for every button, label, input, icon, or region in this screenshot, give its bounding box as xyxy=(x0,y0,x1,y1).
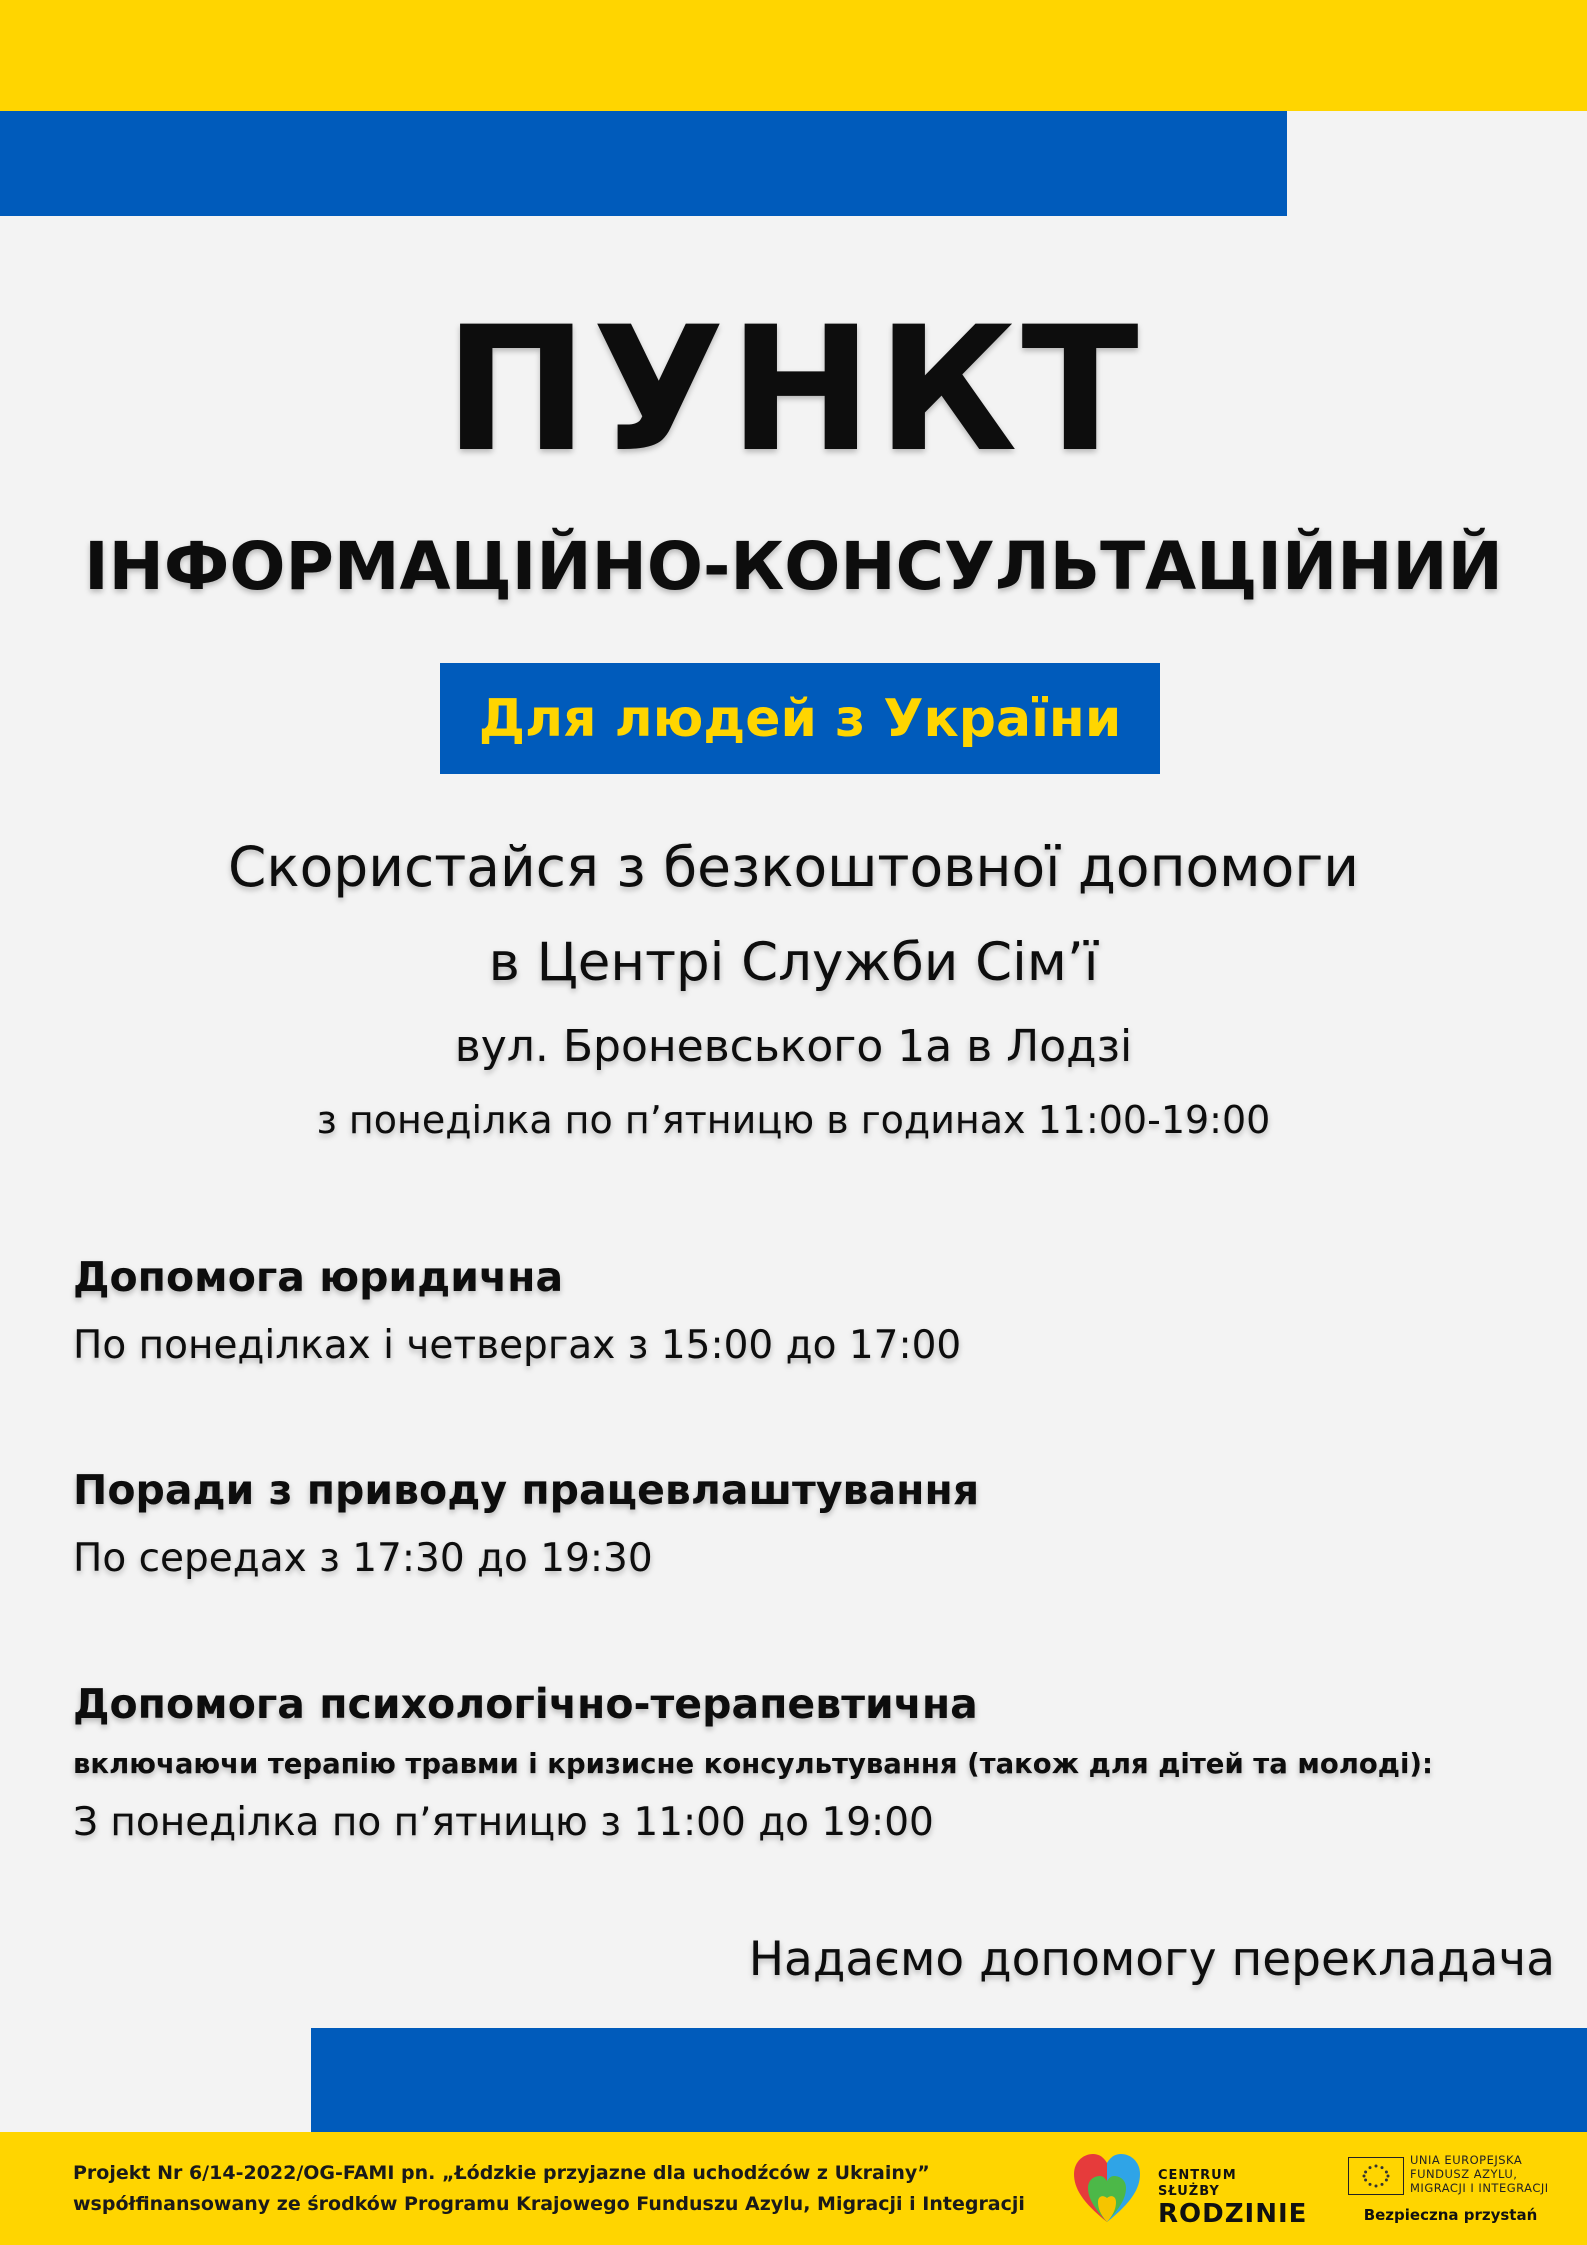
address-line: вул. Броневського 1а в Лодзі xyxy=(454,1021,1133,1072)
centrum-logo-text xyxy=(1158,2168,1308,2229)
eu-fund-text xyxy=(1410,2153,1555,2195)
top-yellow-stripe xyxy=(0,0,1587,111)
project-info xyxy=(73,2158,1053,2220)
eu-line-3: MIGRACJI I INTEGRACJI xyxy=(1410,2181,1549,2195)
audience-badge-label: Для людей з України xyxy=(478,688,1122,749)
psych-help-schedule: З понеділка по п’ятницю з 11:00 до 19:00 xyxy=(73,1800,934,1845)
legal-help-schedule: По понеділках і четвергах з 15:00 до 17:00 xyxy=(73,1323,962,1368)
eu-flag-icon xyxy=(1348,2157,1404,2195)
poster-title: ПУНКТ xyxy=(444,289,1143,490)
top-blue-stripe xyxy=(0,111,1287,216)
logo-small-text: CENTRUM SŁUŻBY xyxy=(1158,2168,1237,2199)
employment-advice-schedule: По середах з 17:30 до 19:30 xyxy=(73,1536,653,1581)
logo-big-text: RODZINIE xyxy=(1158,2199,1308,2229)
eu-caption: Bezpieczna przystań xyxy=(1363,2206,1538,2224)
poster-subtitle: ІНФОРМАЦІЙНО-КОНСУЛЬТАЦІЙНИЙ xyxy=(84,528,1503,605)
hours-line: з понеділка по п’ятницю в годинах 11:00-19:00 xyxy=(316,1098,1271,1142)
heart-logo-icon xyxy=(1072,2152,1142,2230)
intro-line-1: Скористайся з безкоштовної допомоги xyxy=(228,835,1359,899)
bottom-blue-stripe xyxy=(311,2028,1587,2132)
psych-help-heading: Допомога психологічно-терапевтична xyxy=(73,1680,978,1728)
legal-help-heading: Допомога юридична xyxy=(73,1253,564,1301)
translator-note: Надаємо допомогу перекладача xyxy=(748,1932,1555,1987)
project-line-1: Projekt Nr 6/14-2022/OG-FAMI pn. „Łódzkie przyjazne dla uchodźców z Ukrainy” xyxy=(73,2162,930,2184)
project-line-2: współfinansowany ze środków Programu Krajowego Funduszu Azylu, Migracji i Integracji xyxy=(73,2193,1025,2215)
eu-line-1: UNIA EUROPEJSKA xyxy=(1410,2153,1523,2167)
psych-help-note: включаючи терапію травми і кризисне консультування (також для дітей та молоді): xyxy=(73,1748,1433,1780)
employment-advice-heading: Поради з приводу працевлаштування xyxy=(73,1466,980,1514)
eu-line-2: FUNDUSZ AZYLU, xyxy=(1410,2167,1518,2181)
intro-line-2: в Центрі Служби Сім’ї xyxy=(488,932,1099,993)
audience-badge xyxy=(440,663,1160,774)
